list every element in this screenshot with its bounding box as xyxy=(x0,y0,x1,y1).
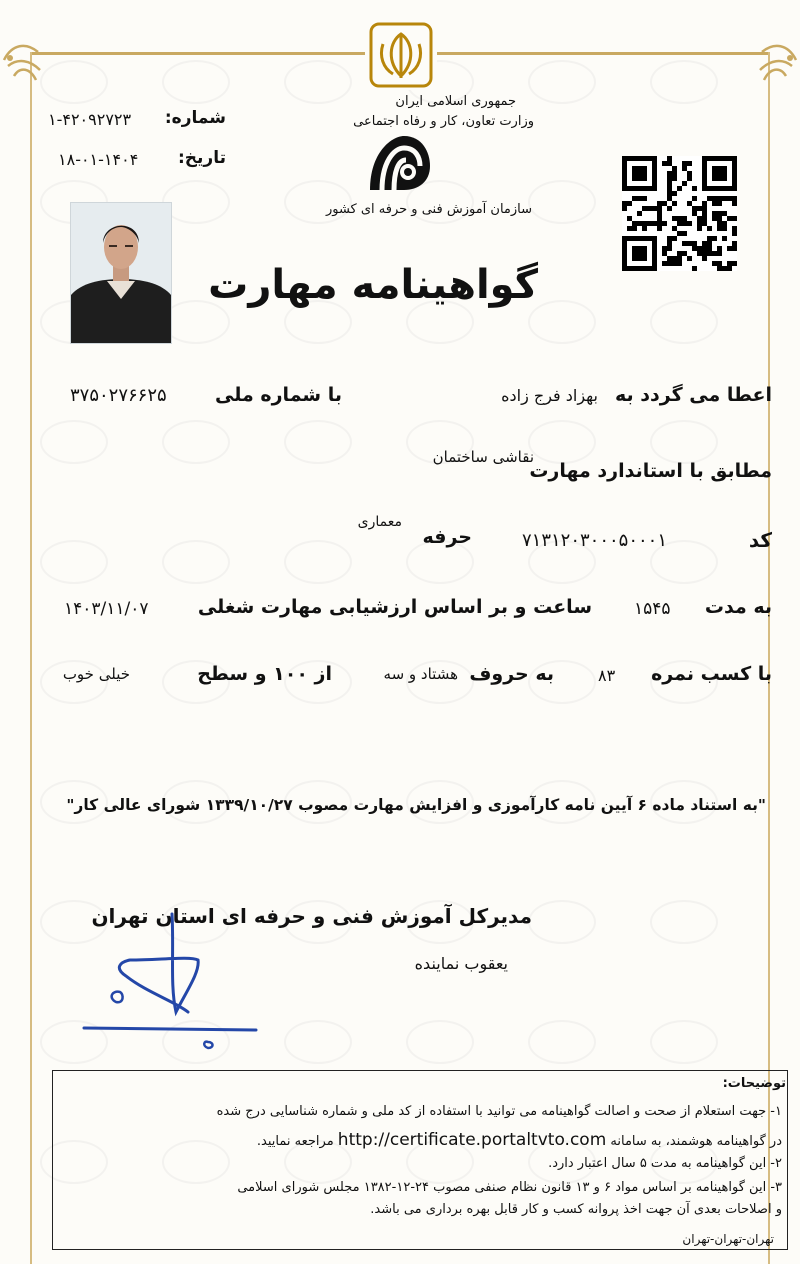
frame-left-border xyxy=(30,52,32,1264)
holder-name: بهزاد فرج زاده xyxy=(501,386,598,405)
certificate-title: گواهینامه مهارت xyxy=(208,262,538,308)
handwritten-signature-icon xyxy=(80,900,280,1050)
republic-name: جمهوری اسلامی ایران xyxy=(395,94,516,109)
date-label: تاریخ: xyxy=(178,148,226,168)
notes-line-4: ۳- این گواهینامه بر اساس مواد ۶ و ۱۳ قانون نظام صنفی مصوب ۲۴-۱۲-۱۳۸۲ مجلس شورای اسلامی xyxy=(237,1180,782,1195)
iran-emblem xyxy=(365,22,437,90)
letters-value: هشتاد و سه xyxy=(383,665,458,683)
watermark-logo-icon xyxy=(528,60,596,104)
watermark-logo-icon xyxy=(284,60,352,104)
number-value: ۱-۴۲۰۹۲۷۲۳ xyxy=(48,110,132,129)
standard-label: مطابق با استاندارد مهارت xyxy=(529,460,772,482)
notes-line-5: و اصلاحات بعدی آن جهت اخذ پروانه کسب و کار قابل بهره برداری می باشد. xyxy=(370,1202,782,1217)
code-label: کد xyxy=(748,528,772,552)
notes-line-3: ۲- این گواهینامه به مدت ۵ سال اعتبار دارد. xyxy=(548,1156,782,1171)
notes-line-2-pre: در گواهینامه هوشمند، به سامانه xyxy=(610,1134,782,1149)
out-of-label: از ۱۰۰ و سطح xyxy=(197,663,332,685)
watermark-logo-icon xyxy=(528,1020,596,1064)
signatory-name: یعقوب نماینده xyxy=(414,954,508,973)
watermark-logo-icon xyxy=(650,420,718,464)
watermark-logo-icon xyxy=(528,900,596,944)
national-id-label: با شماره ملی xyxy=(215,384,342,406)
score-value: ۸۳ xyxy=(598,666,616,685)
watermark-logo-icon xyxy=(284,420,352,464)
watermark-logo-icon xyxy=(162,420,230,464)
watermark-logo-icon xyxy=(650,60,718,104)
watermark-logo-icon xyxy=(40,60,108,104)
duration-value: ۱۵۴۵ xyxy=(634,599,671,619)
notes-line-2-post: مراجعه نمایید. xyxy=(256,1134,334,1149)
notes-line-2 xyxy=(257,1130,782,1150)
notes-heading: توضیحات: xyxy=(722,1076,786,1091)
corner-ornament-left-icon xyxy=(0,36,44,92)
watermark-logo-icon xyxy=(650,900,718,944)
watermark-logo-icon xyxy=(650,300,718,344)
footer-location: تهران-تهران-تهران xyxy=(682,1232,774,1246)
watermark-logo-icon xyxy=(284,540,352,584)
ministry-name: وزارت تعاون، کار و رفاه اجتماعی xyxy=(353,114,534,129)
watermark-logo-icon xyxy=(284,1020,352,1064)
signatory-title: مدیرکل آموزش فنی و حرفه ای استان تهران xyxy=(91,904,532,928)
watermark-logo-icon xyxy=(528,300,596,344)
profession-label: حرفه xyxy=(422,526,472,548)
decree-text: "به استناد ماده ۶ آیین نامه کارآموزی و افزایش مهارت مصوب ۱۳۳۹/۱۰/۲۷ شورای عالی کار" xyxy=(66,796,766,814)
tvto-logo-icon xyxy=(364,132,434,196)
profession-value: معماری xyxy=(357,514,402,530)
notes-line-1: ۱- جهت استعلام از صحت و اصالت گواهینامه می توانید با استفاده از کد ملی و شماره شناسایی درج شده xyxy=(216,1104,782,1119)
watermark-logo-icon xyxy=(40,540,108,584)
holder-photo xyxy=(70,202,172,344)
national-id-value: ۳۷۵۰۲۷۶۶۲۵ xyxy=(70,385,167,406)
verification-url: http://certificate.portaltvto.com xyxy=(337,1130,607,1150)
evaluation-date: ۱۴۰۳/۱۱/۰۷ xyxy=(64,599,149,619)
watermark-logo-icon xyxy=(162,180,230,224)
granted-label: اعطا می گردد به xyxy=(615,384,772,406)
standard-value: نقاشی ساختمان xyxy=(432,448,534,466)
duration-label: به مدت xyxy=(704,596,772,618)
person-avatar-icon xyxy=(71,203,171,343)
hours-label: ساعت و بر اساس ارزشیابی مهارت شغلی xyxy=(197,596,592,618)
score-label: با کسب نمره xyxy=(651,663,772,685)
qr-code xyxy=(622,156,737,271)
watermark-logo-icon xyxy=(528,180,596,224)
number-label: شماره: xyxy=(164,108,226,128)
iran-emblem-icon xyxy=(365,22,437,90)
level-value: خیلی خوب xyxy=(62,665,130,683)
watermark-logo-icon xyxy=(650,1020,718,1064)
watermark-logo-icon xyxy=(162,60,230,104)
corner-ornament-right-icon xyxy=(756,36,800,92)
watermark-logo-icon xyxy=(162,540,230,584)
watermark-logo-icon xyxy=(406,1020,474,1064)
watermark-logo-icon xyxy=(40,420,108,464)
date-value: ۱۸-۰۱-۱۴۰۴ xyxy=(58,150,139,169)
qr-code-icon xyxy=(622,156,737,271)
watermark-logo-icon xyxy=(528,420,596,464)
letters-label: به حروف xyxy=(469,663,554,685)
code-value: ۷۱۳۱۲۰۳۰۰۰۵۰۰۰۱ xyxy=(522,530,668,551)
organization-name: سازمان آموزش فنی و حرفه ای کشور xyxy=(325,202,532,217)
